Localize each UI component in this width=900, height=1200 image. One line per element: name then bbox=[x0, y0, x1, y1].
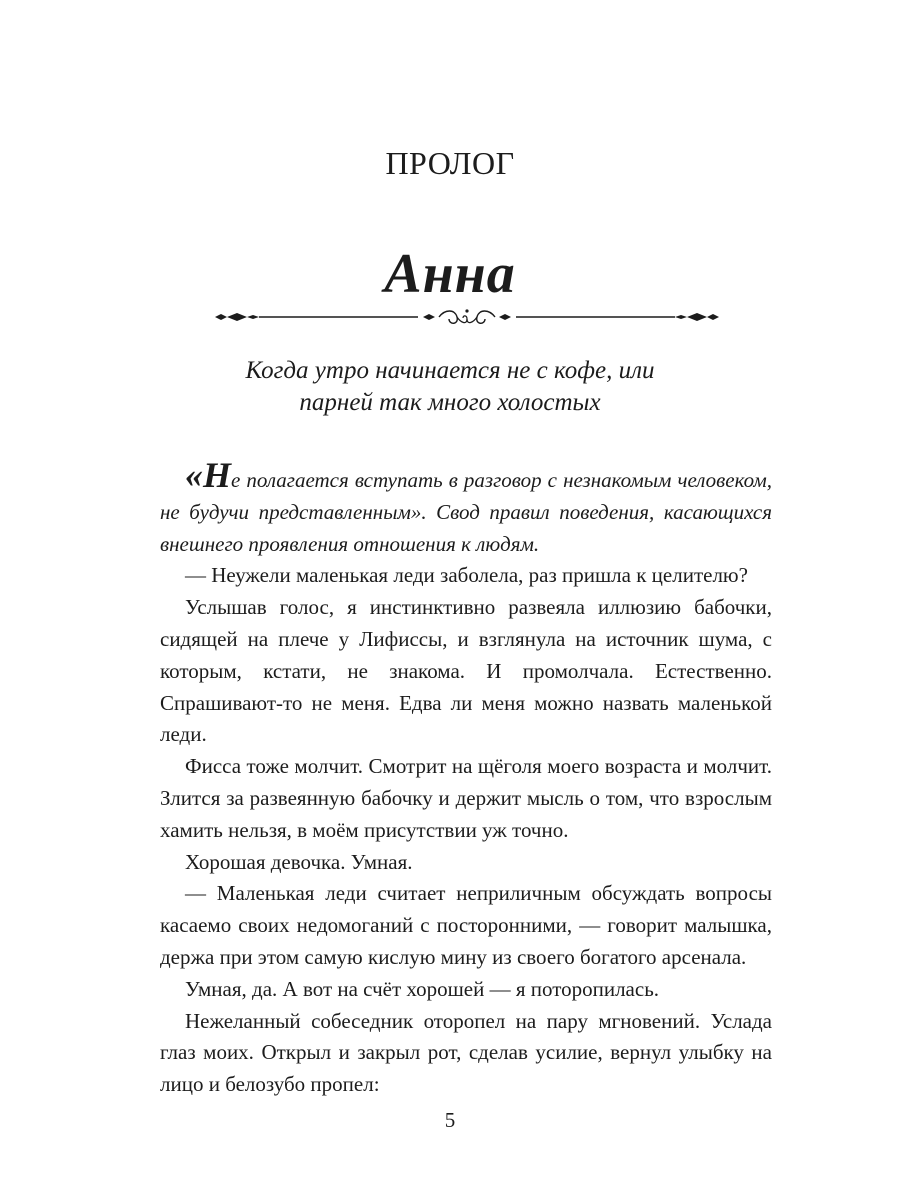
body-text bbox=[160, 455, 772, 1101]
page-number: 5 bbox=[444, 1108, 456, 1132]
drop-letter: Н bbox=[203, 455, 232, 495]
epigraph-open-quote: « bbox=[185, 455, 203, 495]
ornament-divider-icon bbox=[213, 305, 721, 329]
subtitle-line-2: парней так много холостых bbox=[299, 389, 601, 416]
paragraph: Нежеланный собеседник оторопел на пару мгновений. Услада глаз моих. Открыл и закрыл рот, сделав усилие, вернул улыбку на лицо и белозубо пропел: bbox=[160, 1008, 772, 1097]
epigraph-text: е полагается вступать в разговор с незнакомым человеком, не будучи представленным». Свод правил поведения, касающихся внешнего проявления отношения к людям. bbox=[160, 468, 772, 556]
epigraph bbox=[160, 455, 772, 560]
subtitle-line-1: Когда утро начинается не с кофе, или bbox=[245, 357, 655, 384]
paragraph: — Неужели маленькая леди заболела, раз пришла к целителю? bbox=[185, 563, 748, 588]
prologue-heading: ПРОЛОГ bbox=[385, 145, 515, 181]
paragraph: Услышав голос, я инстинктивно развеяла иллюзию бабочки, сидящей на плече у Лифиссы, и взглянула на источник шума, с которым, кстати, не знакома. И промолчала. Естественно. Спрашивают-то не меня. Едва ли меня можно назвать маленькой леди. bbox=[160, 595, 772, 747]
paragraph: — Маленькая леди считает неприличным обсуждать вопросы касаемо своих недомоганий с посторонними, — говорит малышка, держа при этом самую кислую мину из своего богатого арсенала. bbox=[160, 881, 772, 969]
paragraph: Фисса тоже молчит. Смотрит на щёголя моего возраста и молчит. Злится за развеянную бабочку и держит мысль о том, что взрослым хамить нельзя, в моём присутствии уж точно. bbox=[160, 754, 772, 842]
paragraph: Умная, да. А вот на счёт хорошей — я поторопилась. bbox=[185, 976, 660, 1001]
chapter-subtitle bbox=[150, 355, 750, 419]
paragraph: Хорошая девочка. Умная. bbox=[185, 849, 413, 874]
chapter-title: Анна bbox=[384, 243, 516, 305]
